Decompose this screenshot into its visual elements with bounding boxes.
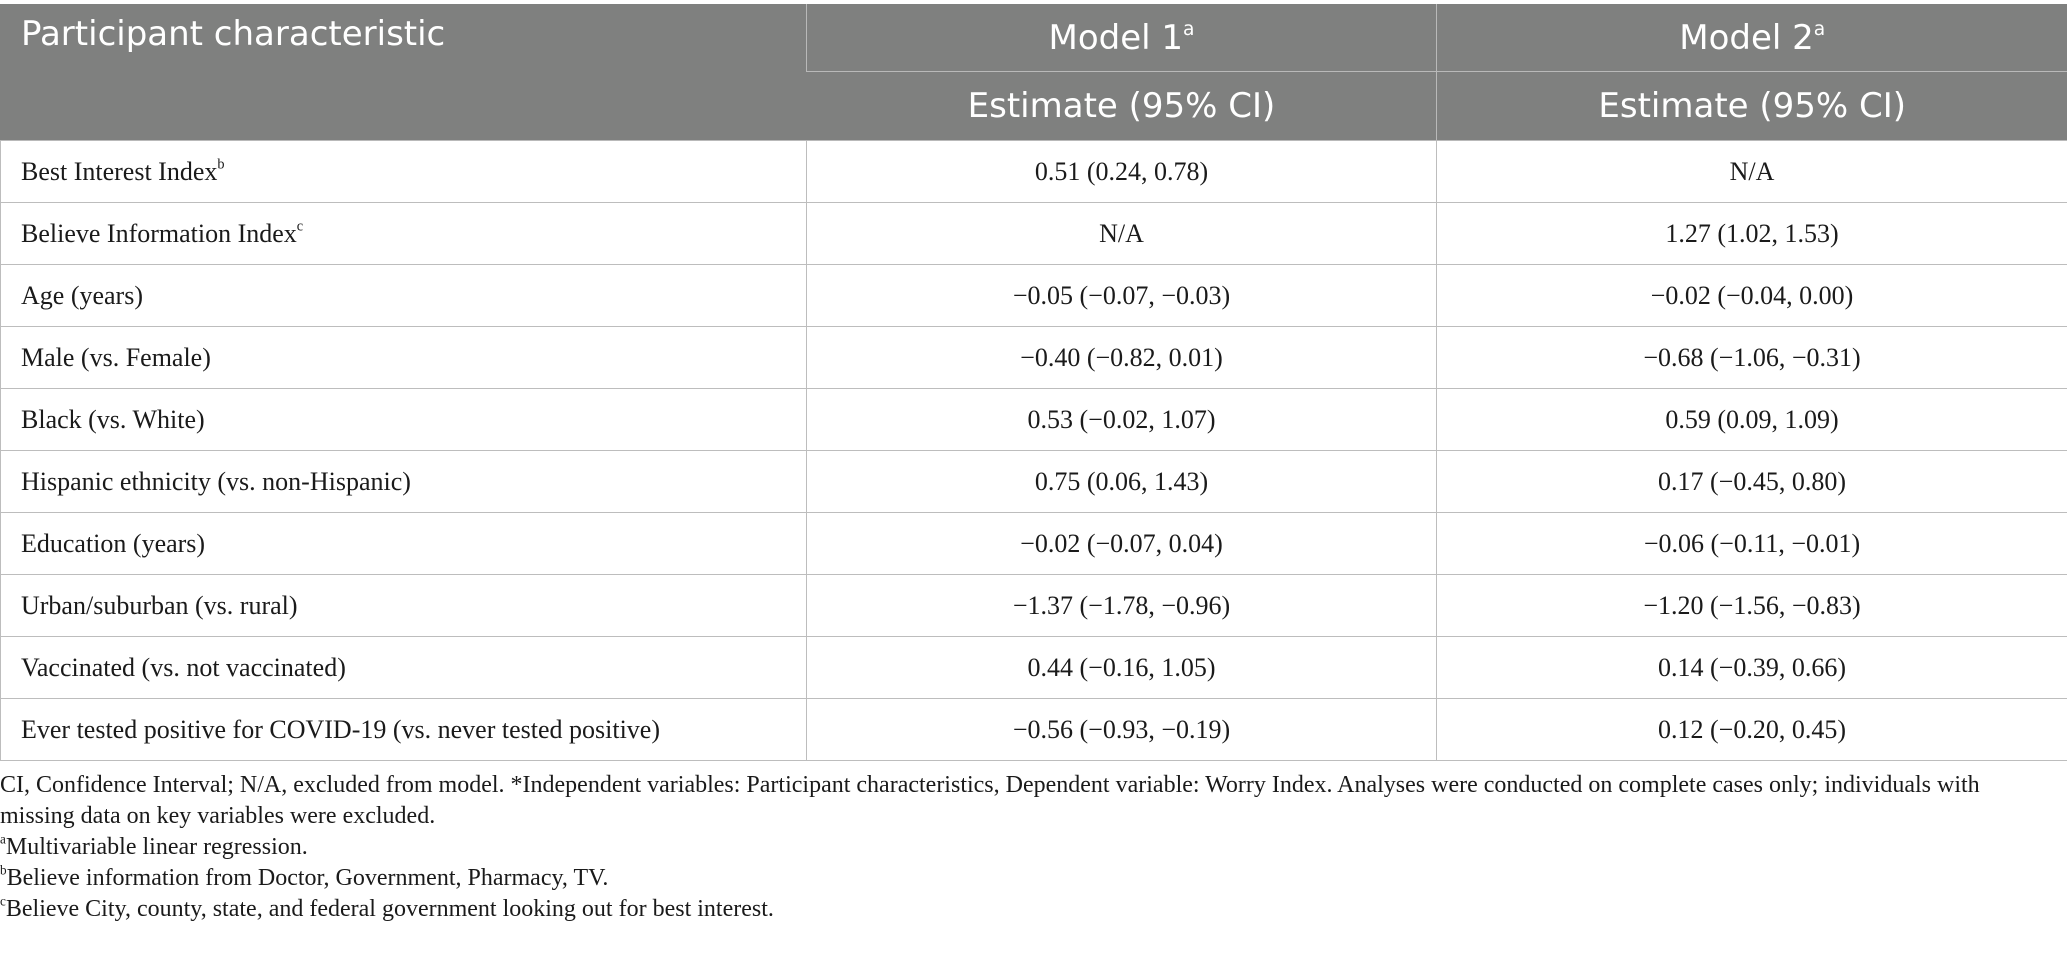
row-label: Urban/suburban (vs. rural): [1, 575, 807, 637]
row-label: Black (vs. White): [1, 389, 807, 451]
results-table-container: [0, 4, 2067, 761]
model-2-estimate: −1.20 (−1.56, −0.83): [1437, 575, 2067, 637]
row-label: Ever tested positive for COVID-19 (vs. never tested positive): [1, 699, 807, 761]
model-2-estimate: −0.68 (−1.06, −0.31): [1437, 327, 2067, 389]
model-1-estimate: −0.56 (−0.93, −0.19): [807, 699, 1437, 761]
table-footnotes: [0, 770, 2060, 925]
footnote-c: $^c$Believe City, county, state, and federal government looking out for best interest.: [0, 893, 774, 922]
model-1-estimate-header: Estimate (95% CI): [807, 72, 1437, 141]
row-label: Believe Information Index$^c$: [1, 203, 807, 265]
model-2-estimate: 0.17 (−0.45, 0.80): [1437, 451, 2067, 513]
model-1-header: Model 1$^a$: [807, 4, 1437, 72]
table-body: [1, 141, 2067, 761]
row-footnote-mark: c: [296, 218, 304, 235]
table-header: [1, 4, 2067, 141]
model-2-estimate: 0.12 (−0.20, 0.45): [1437, 699, 2067, 761]
model-2-estimate: 0.59 (0.09, 1.09): [1437, 389, 2067, 451]
model-1-estimate: 0.75 (0.06, 1.43): [807, 451, 1437, 513]
table-row: [1, 203, 2067, 265]
row-label: Education (years): [1, 513, 807, 575]
model-1-estimate: 0.51 (0.24, 0.78): [807, 141, 1437, 203]
model-2-estimate: −0.02 (−0.04, 0.00): [1437, 265, 2067, 327]
table-row: [1, 327, 2067, 389]
table-row: [1, 699, 2067, 761]
model-2-header: Model 2$^a$: [1437, 4, 2067, 72]
table-row: [1, 389, 2067, 451]
model-2-estimate: −0.06 (−0.11, −0.01): [1437, 513, 2067, 575]
row-label: Hispanic ethnicity (vs. non-Hispanic): [1, 451, 807, 513]
table-row: [1, 451, 2067, 513]
model-2-footnote-mark: a: [1813, 18, 1826, 40]
table-row: [1, 141, 2067, 203]
row-label: Age (years): [1, 265, 807, 327]
results-table: [0, 4, 2067, 761]
model-2-estimate: 1.27 (1.02, 1.53): [1437, 203, 2067, 265]
model-2-estimate-header: Estimate (95% CI): [1437, 72, 2067, 141]
model-1-footnote-mark: a: [1183, 18, 1195, 40]
model-1-estimate: −1.37 (−1.78, −0.96): [807, 575, 1437, 637]
model-1-estimate: −0.02 (−0.07, 0.04): [807, 513, 1437, 575]
footnote-b: $^b$Believe information from Doctor, Government, Pharmacy, TV.: [0, 862, 609, 891]
participant-characteristic-header: Participant characteristic: [1, 4, 807, 141]
table-row: [1, 265, 2067, 327]
model-1-estimate: 0.53 (−0.02, 1.07): [807, 389, 1437, 451]
row-label: Best Interest Index$^b$: [1, 141, 807, 203]
model-1-estimate: N/A: [807, 203, 1437, 265]
model-2-estimate: N/A: [1437, 141, 2067, 203]
footnote-main: CI, Confidence Interval; N/A, excluded from model. *Independent variables: Participant characteristics, Dependent variable: Worry Index. Analyses were conducted on complete cases only; individuals with missing data on key variables were excluded.: [0, 772, 1980, 829]
header-row-1: [1, 4, 2067, 72]
row-footnote-mark: b: [217, 156, 225, 173]
model-1-estimate: 0.44 (−0.16, 1.05): [807, 637, 1437, 699]
model-2-estimate: 0.14 (−0.39, 0.66): [1437, 637, 2067, 699]
row-label: Vaccinated (vs. not vaccinated): [1, 637, 807, 699]
table-row: [1, 637, 2067, 699]
footnote-a: $^a$Multivariable linear regression.: [0, 831, 308, 860]
model-1-estimate: −0.40 (−0.82, 0.01): [807, 327, 1437, 389]
table-row: [1, 513, 2067, 575]
model-1-estimate: −0.05 (−0.07, −0.03): [807, 265, 1437, 327]
table-row: [1, 575, 2067, 637]
row-label: Male (vs. Female): [1, 327, 807, 389]
